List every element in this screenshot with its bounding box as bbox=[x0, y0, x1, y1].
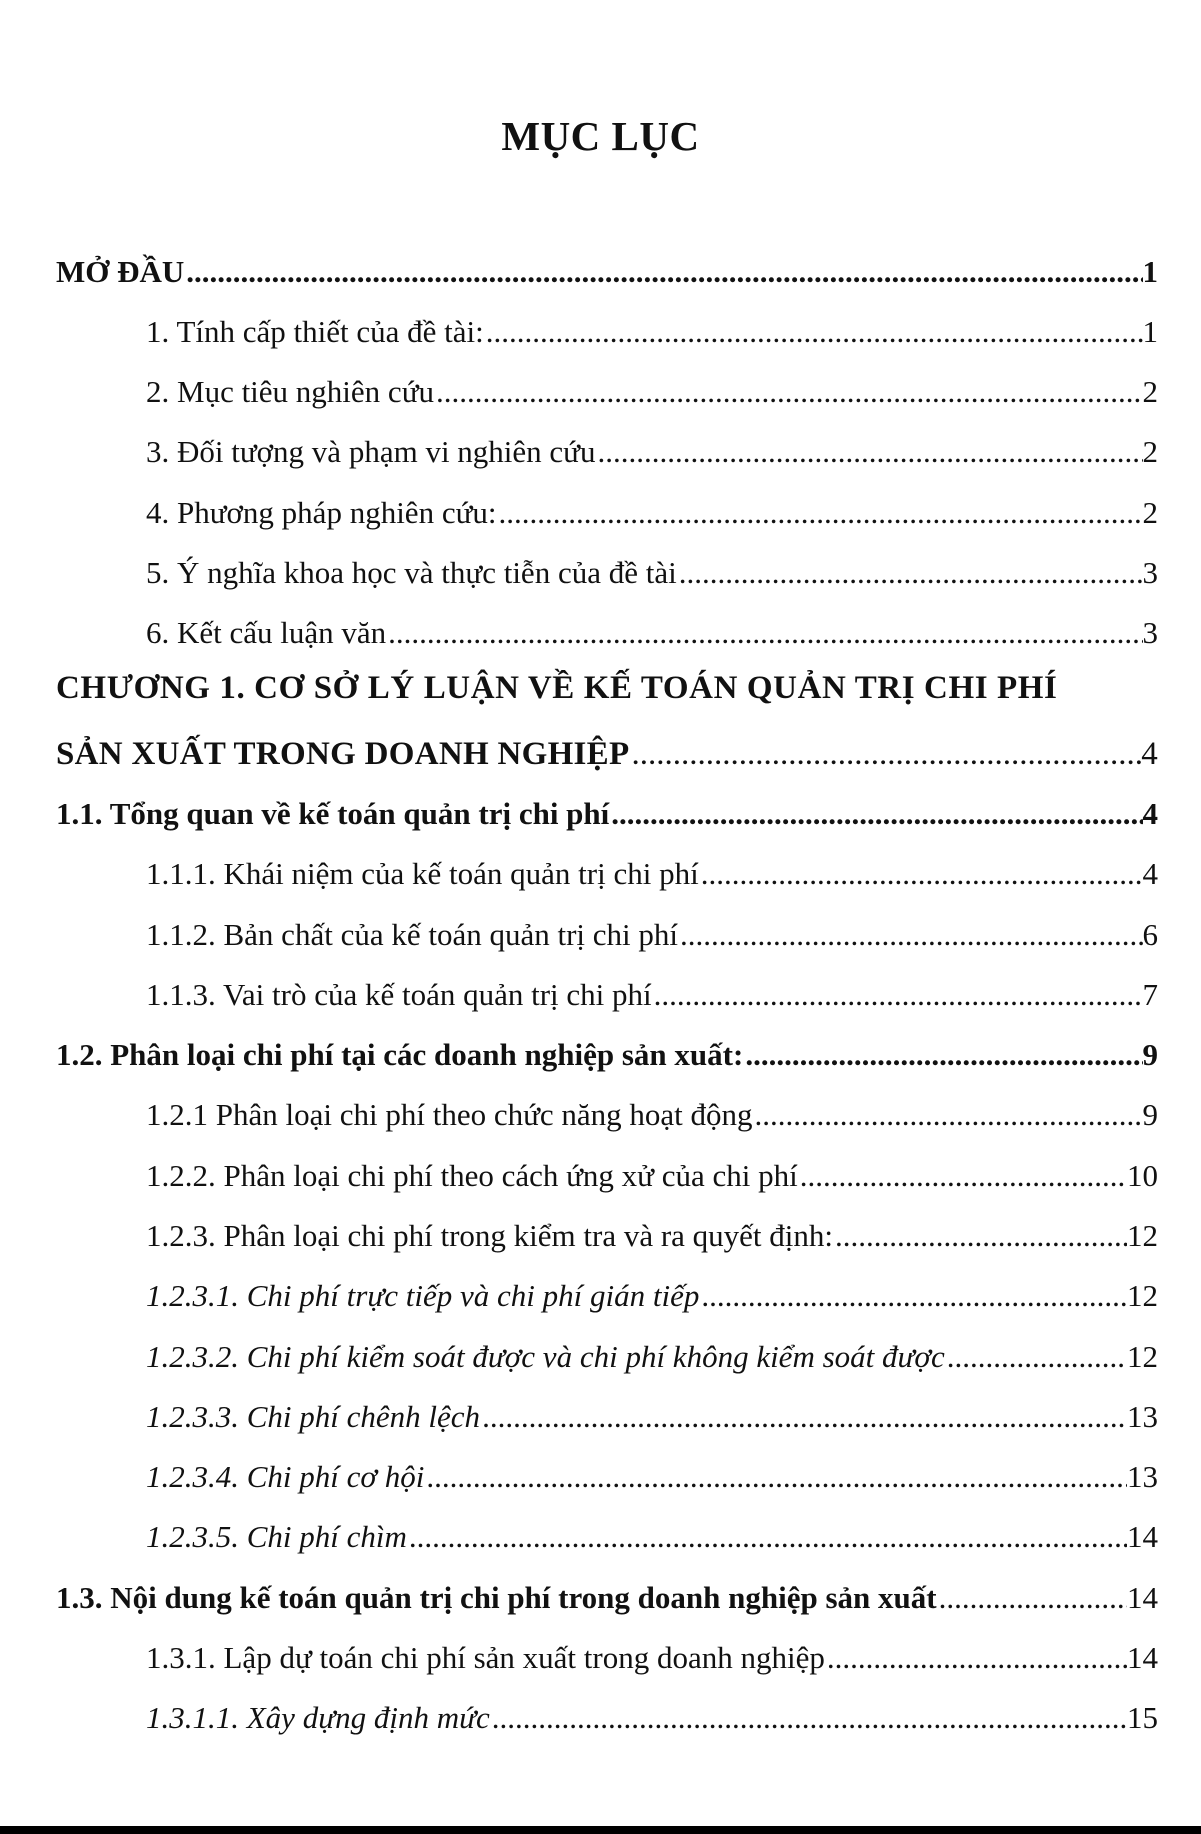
toc-entry[interactable] bbox=[146, 366, 1158, 412]
toc-entry-page: 2 bbox=[1142, 495, 1158, 530]
toc-entry[interactable] bbox=[146, 848, 1158, 894]
toc-entry-subsection[interactable] bbox=[146, 1270, 1158, 1316]
toc-entry-label: 1.2.3.1. Chi phí trực tiếp và chi phí gián tiếp bbox=[146, 1278, 700, 1313]
toc-entry[interactable] bbox=[146, 1210, 1158, 1256]
toc-entry-page: 13 bbox=[1127, 1399, 1158, 1434]
toc-entry[interactable] bbox=[146, 909, 1158, 955]
toc-entry[interactable] bbox=[146, 306, 1158, 352]
dot-leader bbox=[409, 1517, 1127, 1557]
bottom-border bbox=[0, 1826, 1201, 1834]
toc-entry-page: 13 bbox=[1127, 1459, 1158, 1494]
toc-entry-page: 3 bbox=[1142, 615, 1158, 650]
toc-entry-page: 4 bbox=[1141, 736, 1158, 772]
toc-entry-page: 1 bbox=[1142, 254, 1158, 289]
toc-entry-label: 1.3.1. Lập dự toán chi phí sản xuất trong doanh nghiệp bbox=[146, 1640, 825, 1675]
toc-entry-label: 1.1.3. Vai trò của kế toán quản trị chi phí bbox=[146, 977, 652, 1012]
dot-leader bbox=[827, 1638, 1127, 1678]
dot-leader bbox=[499, 493, 1143, 533]
toc-entry-page: 4 bbox=[1142, 796, 1158, 831]
dot-leader bbox=[426, 1457, 1127, 1497]
toc-entry-subsection[interactable] bbox=[146, 1391, 1158, 1437]
dot-leader bbox=[745, 1035, 1142, 1075]
dot-leader bbox=[679, 553, 1143, 593]
toc-entry-label: 2. Mục tiêu nghiên cứu bbox=[146, 374, 434, 409]
dot-leader bbox=[436, 372, 1143, 412]
dot-leader bbox=[939, 1578, 1127, 1618]
page-title: MỤC LỤC bbox=[501, 113, 700, 159]
dot-leader bbox=[598, 432, 1143, 472]
toc-entry-label: 1.2.1 Phân loại chi phí theo chức năng hoạt động bbox=[146, 1097, 753, 1132]
toc-entry-label: 1.1. Tổng quan về kế toán quản trị chi phí bbox=[56, 796, 610, 831]
dot-leader bbox=[486, 312, 1143, 352]
toc-entry-page: 4 bbox=[1142, 856, 1158, 891]
dot-leader bbox=[835, 1216, 1127, 1256]
toc-entry-page: 12 bbox=[1127, 1278, 1158, 1313]
toc-entry-label: 1.2.3. Phân loại chi phí trong kiểm tra và ra quyết định: bbox=[146, 1218, 834, 1253]
toc-entry-label: 3. Đối tượng và phạm vi nghiên cứu bbox=[146, 434, 596, 469]
toc-entry-label: 1.2.3.2. Chi phí kiểm soát được và chi phí không kiểm soát được bbox=[146, 1339, 945, 1374]
toc-entry[interactable] bbox=[146, 969, 1158, 1015]
toc-entry-subsection[interactable] bbox=[146, 1331, 1158, 1377]
dot-leader bbox=[701, 854, 1143, 894]
toc-entry-label: SẢN XUẤT TRONG DOANH NGHIỆP bbox=[56, 736, 630, 772]
toc-entry-page: 2 bbox=[1142, 374, 1158, 409]
toc-entry-label: 1.3.1.1. Xây dựng định mức bbox=[146, 1700, 490, 1735]
toc-entry[interactable] bbox=[146, 1632, 1158, 1678]
toc-entry-label: 1.3. Nội dung kế toán quản trị chi phí trong doanh nghiệp sản xuất bbox=[56, 1580, 937, 1615]
toc-entry-page: 2 bbox=[1142, 434, 1158, 469]
toc-entry[interactable] bbox=[146, 487, 1158, 533]
toc-entry-page: 14 bbox=[1127, 1519, 1158, 1554]
dot-leader bbox=[755, 1095, 1143, 1135]
dot-leader bbox=[388, 613, 1142, 653]
toc-entry-label: 6. Kết cấu luận văn bbox=[146, 615, 387, 650]
toc-entry-label: 1.1.2. Bản chất của kế toán quản trị chi phí bbox=[146, 917, 679, 952]
toc-entry-page: 1 bbox=[1142, 314, 1158, 349]
dot-leader bbox=[186, 252, 1142, 292]
dot-leader bbox=[800, 1156, 1127, 1196]
dot-leader bbox=[947, 1337, 1127, 1377]
toc-entry-page: 14 bbox=[1127, 1640, 1158, 1675]
toc-entry-page: 12 bbox=[1127, 1339, 1158, 1374]
toc-entry-mo-dau[interactable] bbox=[56, 246, 1158, 292]
toc-entry-subsection[interactable] bbox=[146, 1692, 1158, 1738]
toc-entry-page: 14 bbox=[1127, 1580, 1158, 1615]
toc-entry-subsection[interactable] bbox=[146, 1451, 1158, 1497]
toc-entry-label: 5. Ý nghĩa khoa học và thực tiễn của đề tài bbox=[146, 555, 677, 590]
toc-entry-section[interactable] bbox=[56, 788, 1158, 834]
toc-entry[interactable] bbox=[146, 1089, 1158, 1135]
toc-entry-page: 9 bbox=[1142, 1037, 1158, 1072]
toc-entry-subsection[interactable] bbox=[146, 1511, 1158, 1557]
toc-entry-page: 6 bbox=[1142, 917, 1158, 952]
toc-entry-page: 7 bbox=[1142, 977, 1158, 1012]
dot-leader bbox=[482, 1397, 1127, 1437]
toc-entry-label: 4. Phương pháp nghiên cứu: bbox=[146, 495, 497, 530]
toc-entry-chapter-1[interactable] bbox=[56, 728, 1158, 774]
toc-entry-page: 10 bbox=[1127, 1158, 1158, 1193]
toc-entry-label: MỞ ĐẦU bbox=[56, 254, 185, 289]
toc-entry[interactable] bbox=[146, 547, 1158, 593]
toc-entry-label: 1.1.1. Khái niệm của kế toán quản trị chi phí bbox=[146, 856, 699, 891]
toc-entry-label: 1.2. Phân loại chi phí tại các doanh nghiệp sản xuất: bbox=[56, 1037, 744, 1072]
toc-chapter-heading[interactable]: CHƯƠNG 1. CƠ SỞ LÝ LUẬN VỀ KẾ TOÁN QUẢN TRỊ CHI PHÍ bbox=[56, 670, 1058, 706]
toc-entry-section[interactable] bbox=[56, 1572, 1158, 1618]
dot-leader bbox=[611, 794, 1142, 834]
toc-entry-section[interactable] bbox=[56, 1029, 1158, 1075]
toc-entry[interactable] bbox=[146, 607, 1158, 653]
toc-entry-label: 1. Tính cấp thiết của đề tài: bbox=[146, 314, 484, 349]
toc-entry-page: 12 bbox=[1127, 1218, 1158, 1253]
toc-entry-label: 1.2.3.4. Chi phí cơ hội bbox=[146, 1459, 425, 1494]
toc-entry[interactable] bbox=[146, 426, 1158, 472]
dot-leader bbox=[492, 1698, 1127, 1738]
dot-leader bbox=[631, 734, 1141, 774]
toc-entry-page: 9 bbox=[1142, 1097, 1158, 1132]
dot-leader bbox=[701, 1276, 1127, 1316]
toc-entry-label: 1.2.3.5. Chi phí chìm bbox=[146, 1519, 407, 1554]
toc-entry[interactable] bbox=[146, 1150, 1158, 1196]
dot-leader bbox=[680, 915, 1142, 955]
toc-entry-label: 1.2.2. Phân loại chi phí theo cách ứng xử của chi phí bbox=[146, 1158, 798, 1193]
dot-leader bbox=[654, 975, 1143, 1015]
toc-entry-page: 3 bbox=[1142, 555, 1158, 590]
toc-entry-page: 15 bbox=[1127, 1700, 1158, 1735]
toc-entry-label: 1.2.3.3. Chi phí chênh lệch bbox=[146, 1399, 481, 1434]
